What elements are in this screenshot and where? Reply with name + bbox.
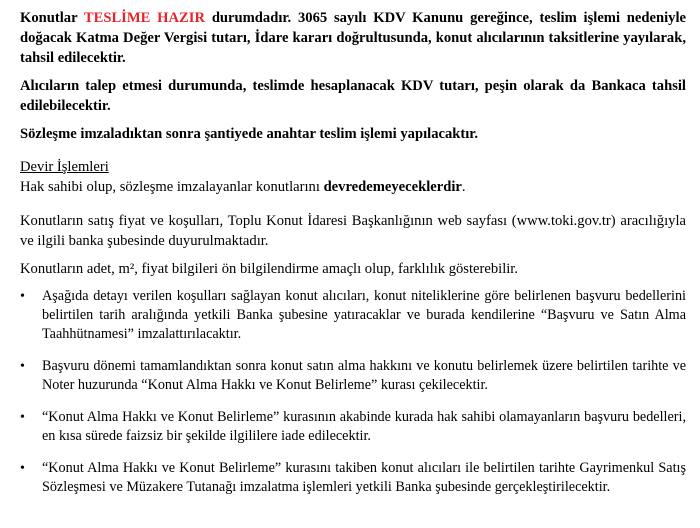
intro-part1: Konutlar	[20, 10, 84, 26]
list-item-text: Aşağıda detayı verilen koşulları sağlayan konut alıcıları, konut niteliklerine göre belirlenen başvuru bedellerini belirtilen tarih aralığında yetkili Banka şubesine yatıracaklar ve burada kendilerine “Başvuru ve Satın Alma Taahhütnamesi” imzalattırılacaktır.	[42, 288, 686, 342]
devir-paragraph	[20, 177, 686, 197]
list-item-text: Başvuru dönemi tamamlandıktan sonra konut satın alma hakkını ve konutu belirlemek üzere belirtilen tarihte ve Noter huzurunda “Konut Alma Hakkı ve Konut Belirleme” kurası çekilecektir.	[42, 358, 686, 393]
list-item	[20, 408, 686, 446]
intro-paragraph	[20, 8, 686, 68]
devir-heading: Devir İşlemleri	[20, 159, 109, 175]
bullet-icon: •	[20, 359, 25, 374]
info-disclaimer-paragraph: Konutların adet, m², fiyat bilgileri ön bilgilendirme amaçlı olup, farklılık gösterebilir.	[20, 261, 519, 277]
key-handover-paragraph: Sözleşme imzaladıktan sonra şantiyede anahtar teslim işlemi yapılacaktır.	[20, 126, 479, 142]
list-item	[20, 287, 686, 344]
devir-text-bold: devredemeyeceklerdir	[323, 179, 462, 195]
sales-conditions-paragraph: Konutların satış fiyat ve koşulları, Toplu Konut İdaresi Başkanlığının web sayfası (www.toki.gov.tr) aracılığıyla ve ilgili banka şubesinde duyurulmaktadır.	[20, 213, 686, 249]
procedure-list	[20, 287, 686, 497]
list-item	[20, 459, 686, 497]
bullet-icon: •	[20, 289, 25, 304]
bullet-icon: •	[20, 410, 25, 425]
devir-text-after: .	[461, 179, 466, 195]
ready-highlight: TESLİME HAZIR	[83, 10, 206, 26]
devir-text-before: Hak sahibi olup, sözleşme imzalayanlar konutlarını	[20, 179, 324, 195]
bullet-icon: •	[20, 461, 25, 476]
list-item-text: “Konut Alma Hakkı ve Konut Belirleme” kurasını takiben konut alıcıları ile belirtilen tarihte Gayrimenkul Satış Sözleşmesi ve Müzakere Tutanağı imzalatma işlemleri yetkili Banka şubesinde gerçekleştirilecektir.	[42, 460, 686, 495]
list-item-text: “Konut Alma Hakkı ve Konut Belirleme” kurasının akabinde kurada hak sahibi olamayanların başvuru bedelleri, en kısa sürede faizsiz bir şekilde ilgililere iade edilecektir.	[42, 409, 686, 444]
list-item	[20, 357, 686, 395]
vat-payment-paragraph: Alıcıların talep etmesi durumunda, teslimde hesaplanacak KDV tutarı, peşin olarak da Bankaca tahsil edilebilecektir.	[20, 78, 686, 114]
intro-part2: durumdadır. 3065 sayılı KDV Kanunu gereğince, teslim işlemi nedeniyle doğacak Katma Değer Vergisi tutarı, İdare kararı doğrultusunda, konut alıcılarının taksitlerine yayılarak, tahsil edilecektir.	[20, 10, 686, 66]
